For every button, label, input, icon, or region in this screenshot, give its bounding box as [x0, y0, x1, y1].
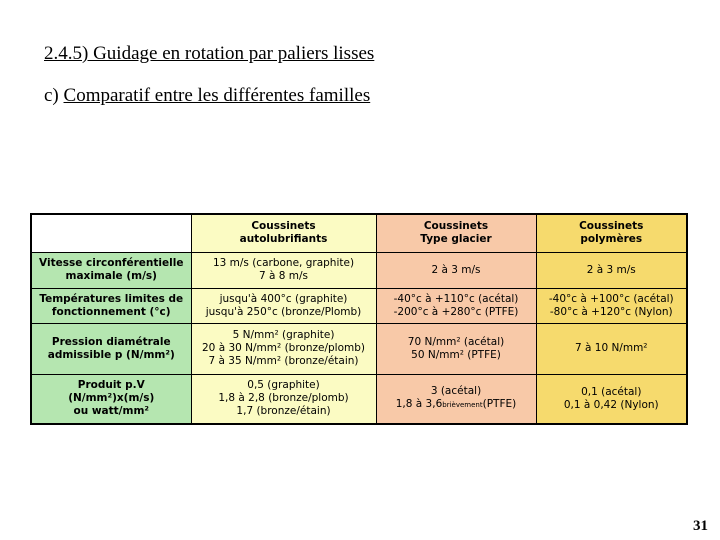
row-header: Produit p.V (N/mm²)x(m/s) ou watt/mm²	[31, 374, 191, 424]
column-header: Coussinets Type glacier	[376, 214, 536, 252]
table-corner	[31, 214, 191, 252]
row-header: Vitesse circonférentielle maximale (m/s)	[31, 252, 191, 288]
table-cell: -40°c à +100°c (acétal) -80°c à +120°c (Nylon)	[536, 288, 687, 323]
table-cell: 13 m/s (carbone, graphite) 7 à 8 m/s	[191, 252, 376, 288]
row-header: Pression diamétrale admissible p (N/mm²)	[31, 323, 191, 374]
table-cell: jusqu'à 400°c (graphite) jusqu'à 250°c (bronze/Plomb)	[191, 288, 376, 323]
table-cell: 5 N/mm² (graphite) 20 à 30 N/mm² (bronze/plomb) 7 à 35 N/mm² (bronze/étain)	[191, 323, 376, 374]
table-cell: 7 à 10 N/mm²	[536, 323, 687, 374]
page-number: 31	[693, 518, 708, 534]
table-row	[31, 252, 687, 288]
column-header: Coussinets autolubrifiants	[191, 214, 376, 252]
table-header-row	[31, 214, 687, 252]
row-header: Températures limites de fonctionnement (°c)	[31, 288, 191, 323]
table-cell: 0,5 (graphite) 1,8 à 2,8 (bronze/plomb) 1,7 (bronze/étain)	[191, 374, 376, 424]
subsection-prefix: c)	[44, 85, 64, 106]
table-cell: -40°c à +110°c (acétal) -200°c à +280°c (PTFE)	[376, 288, 536, 323]
table-cell: 2 à 3 m/s	[376, 252, 536, 288]
table-cell: 0,1 (acétal) 0,1 à 0,42 (Nylon)	[536, 374, 687, 424]
table-row	[31, 288, 687, 323]
note-small: brièvement	[442, 401, 483, 410]
table-cell: 70 N/mm² (acétal) 50 N/mm² (PTFE)	[376, 323, 536, 374]
subsection-title: Comparatif entre les différentes familles	[63, 85, 371, 106]
section-heading: 2.4.5) Guidage en rotation par paliers lisses	[44, 43, 375, 64]
table-row	[31, 323, 687, 374]
column-header: Coussinets polymères	[536, 214, 687, 252]
table-cell: 3 (acétal) 1,8 à 3,6brièvement(PTFE)	[376, 374, 536, 424]
table-cell: 2 à 3 m/s	[536, 252, 687, 288]
subsection-heading	[44, 85, 370, 107]
comparison-table	[30, 213, 688, 425]
table-row	[31, 374, 687, 424]
